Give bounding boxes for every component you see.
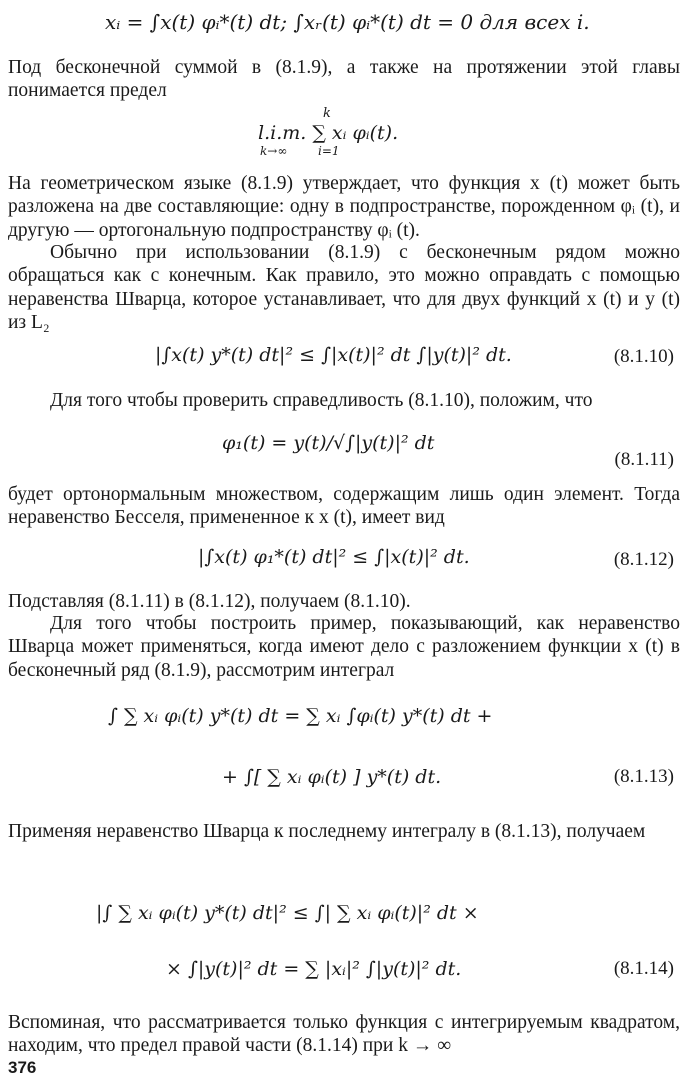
equation-8-1-14-line-2: × ∫|y(t)|² dt = ∑ |xᵢ|² ∫|y(t)|² dt. xyxy=(166,958,462,980)
equation-8-1-13-line-2: + ∫[ ∑ xᵢ φᵢ(t) ] y*(t) dt. xyxy=(222,766,442,788)
equation-number-8-1-10: (8.1.10) xyxy=(613,346,674,367)
limit-lower: i=1 xyxy=(318,144,340,158)
equation-number-8-1-13: (8.1.13) xyxy=(613,766,674,787)
paragraph-5: будет ортонормальным множеством, содержащим лишь один элемент. Тогда неравенство Бесселя, примененное к x (t), имеет вид xyxy=(8,484,680,529)
equation-number-8-1-12: (8.1.12) xyxy=(613,549,674,570)
paragraph-3: Обычно при использовании (8.1.9) с бесконечным рядом можно обращаться как с конечным. Как правило, это можно оправдать с помощью неравенства Шварца, которое устанавливает, что для двух функций x (t) и y (t) из L₂ xyxy=(8,242,680,334)
paragraph-9: Вспоминая, что рассматривается только функция с интегрируемым квадратом, находим, что предел правой части (8.1.14) при k → ∞ xyxy=(8,1012,680,1057)
equation-number-8-1-14: (8.1.14) xyxy=(613,958,674,979)
paragraph-6: Подставляя (8.1.11) в (8.1.12), получаем (8.1.10). xyxy=(8,591,411,612)
equation-number-8-1-11: (8.1.11) xyxy=(614,449,674,470)
paragraph-1: Под бесконечной суммой в (8.1.9), а также на протяжении этой главы понимается предел xyxy=(8,57,680,102)
paragraph-7: Для того чтобы построить пример, показывающий, как неравенство Шварца может применяться, когда имеют дело с разложением функции x (t) в бесконечный ряд (8.1.9), рассмотрим интеграл xyxy=(8,613,680,681)
paragraph-8: Применяя неравенство Шварца к последнему интегралу в (8.1.13), получаем xyxy=(8,821,646,842)
page-number: 376 xyxy=(8,1058,37,1077)
equation-8-1-14-line-1: |∫ ∑ xᵢ φᵢ(t) y*(t) dt|² ≤ ∫| ∑ xᵢ φᵢ(t)|² dt × xyxy=(96,902,479,924)
equation-8-1-11: φ₁(t) = y(t)/√∫|y(t)|² dt xyxy=(222,432,435,454)
paragraph-2: На геометрическом языке (8.1.9) утверждает, что функция x (t) может быть разложена на две составляющие: одну в подпространстве, порожденном φᵢ (t), и другую — ортогональную подпространству φᵢ (t). xyxy=(8,173,680,241)
paragraph-4: Для того чтобы проверить справедливость (8.1.10), положим, что xyxy=(50,390,593,411)
equation-8-1-12: |∫x(t) φ₁*(t) dt|² ≤ ∫|x(t)|² dt. xyxy=(198,546,470,568)
limit-subscript: k→∞ xyxy=(260,144,288,158)
formula-limit xyxy=(258,106,458,160)
limit-upper: k xyxy=(323,106,331,121)
limit-expression: l.i.m. ∑ xᵢ φᵢ(t). xyxy=(258,122,399,144)
formula-coefficients: xᵢ = ∫x(t) φᵢ*(t) dt; ∫xᵣ(t) φᵢ*(t) dt = 0 для всех i. xyxy=(105,10,590,34)
equation-8-1-13-line-1: ∫ ∑ xᵢ φᵢ(t) y*(t) dt = ∑ xᵢ ∫φᵢ(t) y*(t) dt + xyxy=(108,705,493,727)
equation-8-1-10: |∫x(t) y*(t) dt|² ≤ ∫|x(t)|² dt ∫|y(t)|² dt. xyxy=(155,344,512,366)
